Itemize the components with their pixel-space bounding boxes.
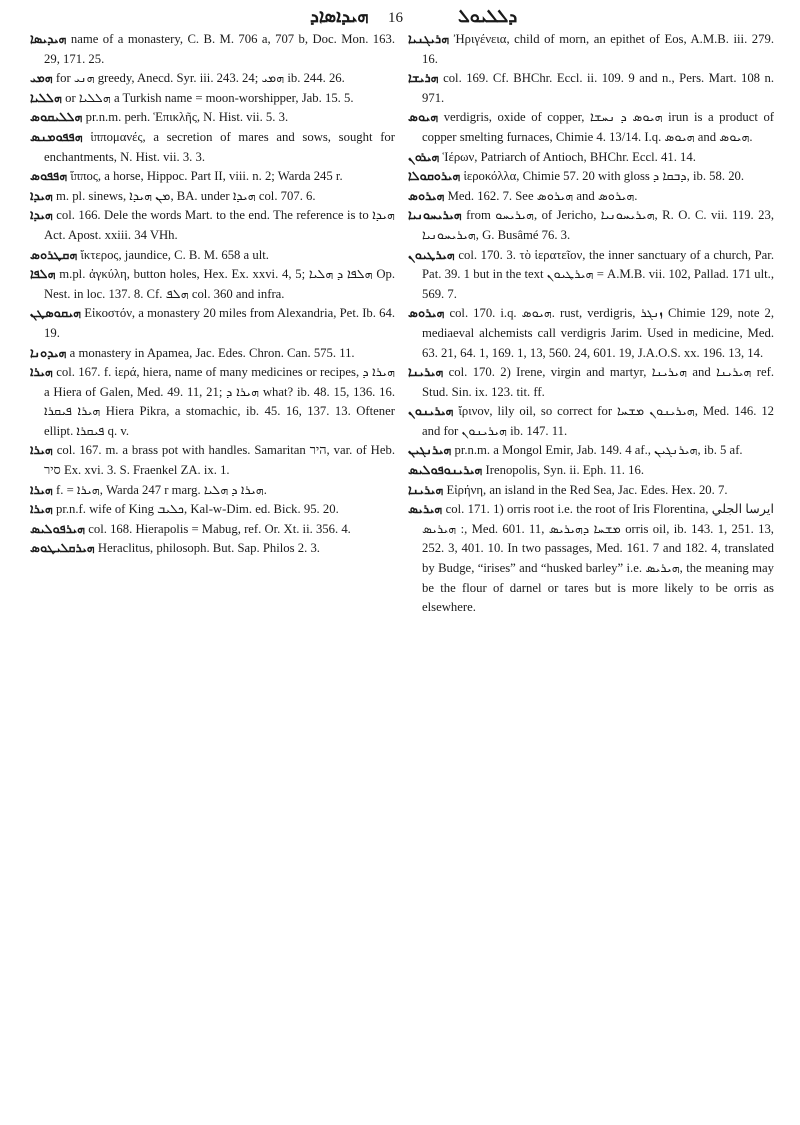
dictionary-entry [30,128,395,167]
entry-definition: name of a monastery, C. B. M. 706 a, 707 b, Doc. Mon. 163. 29, 171. 25. [44,32,395,66]
entry-headword: ܗܝܪܛܝܘܢ [408,247,455,262]
dictionary-entry [30,441,395,480]
dictionary-entry [408,30,774,69]
entry-headword: ܗܩܛܪܘܣ [30,247,78,262]
entry-headword: ܗܝܪܘܢ [408,149,440,164]
dictionary-entry [30,363,395,441]
dictionary-entry [408,363,774,402]
entry-definition: col. 170. i.q. ܗܝܘܣ. rust, verdigris, ܙܢܓܪ Chimie 129, note 2, mediaeval alchemists call verdigris Jarim. Used in medicine, Med. 63. 21, 64. 1, 169. 1, 13, 560. 24, 601. 19, J.A.O.S. xx. 196. 13, 14. [422,306,774,360]
dictionary-entry [30,108,395,128]
dictionary-entry [30,344,395,364]
dictionary-entry [408,441,774,461]
entry-headword: ܗܝܪܘܣ [408,306,445,321]
dictionary-entry [408,481,774,501]
entry-headword: ܗܝܪܢܓܝܢ [408,443,452,458]
entry-definition: col. 168. Hierapolis = Mabug, ref. Or. Xt. ii. 356. 4. [88,521,351,536]
entry-definition: Irenopolis, Syn. ii. Eph. 11. 16. [485,463,644,478]
left-column [30,30,395,559]
dictionary-entry [30,246,395,266]
dictionary-entry [30,187,395,207]
entry-headword: ܗܡܝ [30,71,53,86]
header-right-headword: ܕܠܠܝܘܠ [458,6,518,26]
entry-headword: ܗܪܝܓܢܝܐ [408,32,450,46]
entry-headword: ܗܝܩܘܣܛܢ [30,306,82,321]
entry-definition: col. 169. Cf. BHChr. Eccl. ii. 109. 9 and n., Pers. Mart. 108 n. 971. [422,71,775,105]
entry-headword: ܗܝܕܐ [30,188,53,203]
dictionary-entry [408,500,774,618]
entry-definition: col. 170. 3. τὸ ἱερατεῖον, the inner sanctuary of a church, Par. Pat. 39. 1 but in the text ܗܝܪܛܝܘܢ = A.M.B. vii. 102, Pallad. 171 ult., 569. 7. [422,247,775,301]
entry-definition: m. pl. sinews, ܡܢ ܗܝܕܐ, BA. under ܗܝܕܐ col. 707. 6. [55,188,316,203]
dictionary-entry [30,30,395,69]
dictionary-entry [30,206,395,245]
entry-headword: ܗܦܦܘܡܢܣ [30,129,83,144]
entry-definition: Med. 162. 7. See ܗܝܪܘܣ and ܗܝܪܘܣ. [447,188,638,203]
entry-definition: col. 166. Dele the words Mart. to the end. The reference is to ܗܝܕܐ Act. Apost. xxiii. 34 VHh. [44,208,395,242]
entry-headword: ܗܦܦܘܣ [30,169,68,184]
entry-headword: ܗܝܪܐ [30,482,53,497]
dictionary-entry [30,539,395,559]
entry-definition: col. 167. m. a brass pot with handles. Samaritan היר, var. of Heb. סיר Ex. xvi. 3. S. Fraenkel ZA. ix. 1. [44,443,395,478]
entry-headword: ܗܝܪܩܠܝܛܘܣ [30,541,95,556]
entry-definition: ἱεροκόλλα, Chimie 57. 20 with gloss ܕܒܩܐ ܕ, ib. 58. 20. [463,169,745,184]
entry-headword: ܗܝܘܣ [408,110,439,125]
dictionary-entry [408,108,774,147]
dictionary-entry [30,500,395,520]
entry-headword: ܗܝܪܝܚܘܢܝܐ [408,208,462,223]
entry-definition: ἱππομανές, a secretion of mares and sows, sought for enchantments, N. Hist. vii. 3. 3. [44,129,395,164]
header-left-headword: ܗܝܕܐܣܐܕ [310,6,369,26]
dictionary-entry [408,246,774,305]
entry-headword: ܗܠܠܝܩܘܣ [30,110,83,125]
dictionary-entry [30,89,395,109]
entry-definition: pr.n.m. perh. Ἑπικλῆς, N. Hist. vii. 5. 3. [85,110,289,125]
entry-headword: ܗܝܪܦܘܠܝܣ [30,521,86,536]
dictionary-entry [408,167,774,187]
entry-headword: ܗܪܝܫܐ [408,71,439,86]
entry-definition: pr.n.m. a Mongol Emir, Jab. 149. 4 af., ܗܝܪܢܓܝܢ, ib. 5 af. [454,443,743,458]
entry-definition: f. = ܗܝܪܐ, Warda 247 r marg. ܗܝܪܐ ܕ ܗܠܝܐ. [56,482,267,497]
dictionary-entry [408,402,774,441]
entry-definition: from ܗܝܪܝܚܘ, of Jericho, ܗܝܪܝܚܘܢܝܐ, R. O. C. vii. 119. 23, ܗܝܪܝܚܘܢܝܐ, G. Busâmé 76. 3. [422,208,774,242]
entry-definition: Ἱέρων, Patriarch of Antioch, BHChr. Eccl. 41. 14. [442,149,696,164]
entry-headword: ܗܝܪܝܢܐ [408,365,444,380]
entry-headword: ܗܝܪܝܢܘܢ [408,404,454,419]
entry-definition: ἵππος, a horse, Hippoc. Part II, viii. n. 2; Warda 245 r. [70,169,343,184]
dictionary-entry [408,461,774,481]
entry-definition: verdigris, oxide of copper, ܗܝܘܣ ܕ ܢܚܫܐ irun is a product of copper smelting furnaces, Chimie 4. 13/14. I.q. ܗܝܘܣ and ܗܝܘܣ. [422,110,775,144]
dictionary-entry [30,304,395,343]
entry-headword: ܗܝܕܝܣܐ [30,32,67,46]
entry-definition: m.pl. ἀγκύλη, button holes, Hex. Ex. xxvi. 4, 5; ܗܠܦܐ ܕ ܗܠܝܐ Op. Nest. in loc. 137. 8. Cf. ܗܠܦ col. 360 and infra. [44,267,395,301]
dictionary-entry [30,265,395,304]
entry-definition: Εἰκοστόν, a monastery 20 miles from Alexandria, Pet. Ib. 64. 19. [44,306,396,340]
entry-definition: ἴρινον, lily oil, so correct for ܗܝܪܝܢܘܢ ܡܫܚܐ, Med. 146. 12 and for ܗܝܪܝܢܘܢ ib. 147. 11. [422,404,775,438]
entry-definition: pr.n.f. wife of King ܟܠܝܒ, Kal-w-Dim. ed. Bick. 95. 20. [56,502,339,517]
entry-headword: ܗܝܪܘܩܘܠܐ [408,169,461,184]
entry-headword: ܗܝܪܝܣ [408,502,443,517]
entry-definition: Ἠριγένεια, child of morn, an epithet of Eos, A.M.B. iii. 279. 16. [422,32,775,66]
entry-definition: col. 171. 1) orris root i.e. the root of Iris Florentina, ايرسا الجلي : ܗܝܪܝܣ, Med. 601. 11, ܡܫܚܐ ܕܗܝܪܝܣ orris oil, ib. 143. 1, 251. 13, 252. 3, 401. 10. In two passages, Med. 161. 7 and 182. 4, translated by Budge, “irises” and “husked barley” i.e. ܗܝܪܝܣ, the meaning may be the flour of darnel or tares but is more likely to be orris as elsewhere. [422,502,774,615]
entry-definition: for ܗܢܝ greedy, Anecd. Syr. iii. 243. 24; ܗܡܝ ib. 244. 26. [55,71,345,86]
entry-definition: Heraclitus, philosoph. But. Sap. Philos 2. 3. [97,541,320,556]
dictionary-entry [408,206,774,245]
entry-definition: Εἰρήνη, an island in the Red Sea, Jac. Edes. Hex. 20. 7. [446,482,728,497]
dictionary-entry [408,187,774,207]
dictionary-entry [408,304,774,363]
entry-headword: ܗܝܕܘܢܐ [30,345,67,360]
entry-headword: ܗܝܪܐ [30,443,53,458]
entry-headword: ܗܝܪܘܣ [408,188,445,203]
dictionary-entry [408,148,774,168]
entry-headword: ܗܝܪܝܢܘܦܘܠܝܣ [408,463,483,478]
entry-headword: ܗܝܪܐ [30,365,53,380]
entry-definition: a monastery in Apamea, Jac. Edes. Chron. Can. 575. 11. [69,345,355,360]
dictionary-entry [408,69,774,108]
entry-definition: col. 170. 2) Irene, virgin and martyr, ܗܝܪܝܢܐ and ܗܝܪܝܢܐ ref. Stud. Sin. ix. 123. tit. ff. [422,365,774,399]
entry-headword: ܗܝܕܐ [30,208,53,223]
entry-headword: ܗܝܪܐ [30,502,53,517]
dictionary-entry [30,167,395,187]
right-column [408,30,774,618]
dictionary-entry [30,520,395,540]
entry-headword: ܗܠܦܐ [30,267,56,282]
entry-definition: ἴκτερος, jaundice, C. B. M. 658 a ult. [80,247,269,262]
entry-headword: ܗܝܪܝܢܐ [408,482,444,497]
page-number: 16 [388,10,403,26]
entry-definition: col. 167. f. ἱερά, hiera, name of many medicines or recipes, ܗܝܪܐ ܕ a Hiera of Galen, Med. 49. 11, 21; ܗܝܪܐ ܕ what? ib. 48. 15, 136. 16. ܗܝܪܐ ܦܝܩܪܐ Hiera Pikra, a stomachic, ib. 45. 16, 137. 13. Oftener ellipt. ܦܝܩܪܐ q. v. [44,365,396,438]
entry-definition: or ܗܠܠܝܐ a Turkish name = moon-worshipper, Jab. 15. 5. [65,90,354,105]
entry-headword: ܗܠܠܝܐ [30,90,62,105]
dictionary-entry [30,69,395,89]
dictionary-entry [30,481,395,501]
